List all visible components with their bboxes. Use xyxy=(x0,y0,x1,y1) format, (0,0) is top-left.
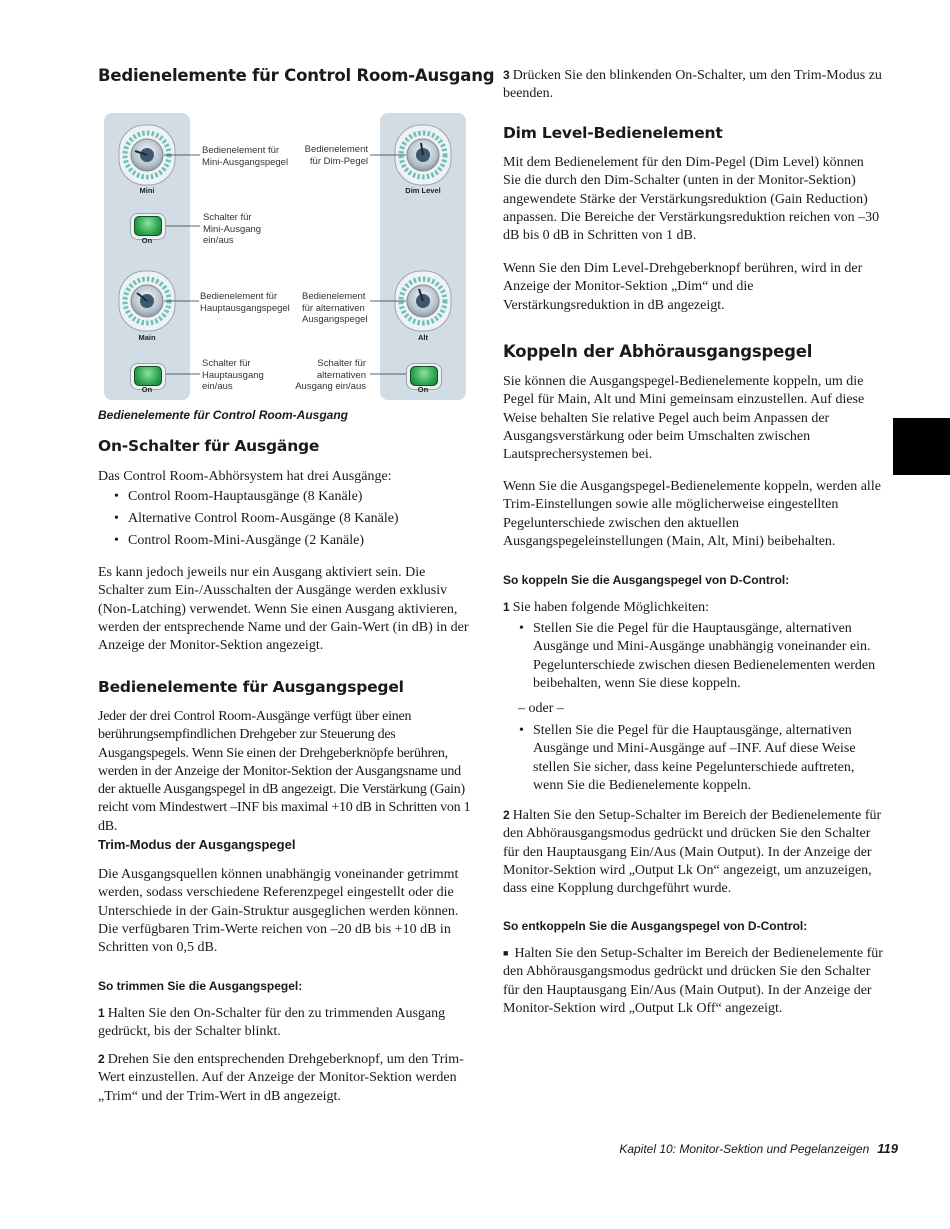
page-footer xyxy=(619,1141,898,1156)
p-trim: Die Ausgangsquellen können unabhängig voneinander getrimmt werden, sodass verschiedene Referenzpegel eingestellt oder die Unterschiede in der Gain-Struktur ausgeglichen werden können. Die verfügbaren Trim-Werte reichen von –20 dB bis +10 dB in Schritten von 0,5 dB. xyxy=(98,867,459,956)
koppeln-option-1 xyxy=(503,620,883,693)
alt-on-switch[interactable] xyxy=(410,366,438,386)
p-pegel: Jeder der drei Control Room-Ausgänge verfügt über einen berührungsempfindlichen Drehgeber zur Steuerung des Ausgangspegels. Wenn Sie einen der Drehgeberknöpfe berühren, werden in der Anzeige der Monitor-Sektion der Ausgangsname und der aktuelle Ausgangspegel in dB angezeigt. Die Verstärkung (Gain) reicht vom Mindestwert –INF bis maximal +10 dB in Schritten von 1 dB. xyxy=(98,709,471,834)
heading-ausgangspegel: Bedienelemente für Ausgangspegel xyxy=(98,678,404,696)
main-on-switch[interactable] xyxy=(134,366,162,386)
chapter-thumb-tab xyxy=(893,418,950,475)
step-text: Halten Sie den Setup-Schalter im Bereich der Bedienelemente für den Abhörausgangsmodus gedrückt und drücken Sie den Schalter für den Hauptausgang Ein/Aus (Main Output). In der Anzeige der Monitor-Sektion wird „Output Lk Off“ angezeigt. xyxy=(503,946,883,1016)
callout-mini-switch: Schalter für Mini-Ausgang ein/aus xyxy=(203,212,262,246)
p-koppeln-1: Sie können die Ausgangspegel-Bedienelemente koppeln, um die Pegel für Main, Alt und Mini gemeinsam einzustellen. Auf diese Weise behalten Sie relative Pegel auch beim Anpassen der Ausgangsverstärkung oder beim Umschalten zwischen Lautsprechersystemen bei. xyxy=(503,374,865,463)
list-item: • Control Room-Mini-Ausgänge (2 Kanäle) xyxy=(98,530,474,552)
list-item: • Control Room-Hauptausgänge (8 Kanäle) xyxy=(98,486,474,508)
main-switch-label: On xyxy=(141,385,153,394)
heading-trim-modus: Trim-Modus der Ausgangspegel xyxy=(98,837,296,852)
list-item: • Alternative Control Room-Ausgänge (8 Kanäle) xyxy=(98,508,474,530)
list-item: • Stellen Sie die Pegel für die Hauptausgänge, alternativen Ausgänge und Mini-Ausgänge auf –INF. Auf diese Weise stellen Sie sicher, dass keine Pegelunterschiede auftreten, wenn Sie die Bedienelemente koppeln. xyxy=(503,722,883,795)
step-number: 1 xyxy=(503,600,510,614)
dim-knob-label: Dim Level xyxy=(405,186,441,195)
heading-so-koppeln: So koppeln Sie die Ausgangspegel von D-Control: xyxy=(503,573,790,587)
step-number: 2 xyxy=(503,808,510,822)
step-text: Halten Sie den On-Schalter für den zu trimmenden Ausgang gedrückt, bis der Schalter blinkt. xyxy=(98,1006,446,1040)
mini-knob-label: Mini xyxy=(139,186,155,195)
heading-koppeln: Koppeln der Abhörausgangspegel xyxy=(503,342,813,361)
p-koppeln-2: Wenn Sie die Ausgangspegel-Bedienelemente koppeln, werden alle Trim-Einstellungen sowie alle möglicherweise eingestellten Pegelunterschiede zwischen den aktuellen Ausgangspegeleinstellungen (Main, Alt, Mini) beibehalten. xyxy=(503,479,881,549)
p-dim-2: Wenn Sie den Dim Level-Drehgeberknopf berühren, wird in der Anzeige der Monitor-Sektion „Dim“ und die Verstärkungsreduktion in dB angezeigt. xyxy=(503,261,863,313)
step-2 xyxy=(98,1050,474,1106)
control-room-figure xyxy=(104,113,466,401)
step-number: 3 xyxy=(503,68,510,82)
step-number: 2 xyxy=(98,1052,105,1066)
p-intro: Das Control Room-Abhörsystem hat drei Ausgänge: xyxy=(98,469,392,484)
step-text: Drücken Sie den blinkenden On-Schalter, um den Trim-Modus zu beenden. xyxy=(503,68,882,102)
square-bullet-icon: ■ xyxy=(503,948,509,958)
list-item: • Stellen Sie die Pegel für die Hauptausgänge, alternativen Ausgänge und Mini-Ausgänge unabhängig voneinander ein. Pegelunterschiede zwischen diesen Bedienelementen werden beibehalten, wenn Sie diese koppeln. xyxy=(503,620,883,693)
mini-on-switch[interactable] xyxy=(134,216,162,236)
callout-alt-switch: Schalter für alternativen Ausgang ein/aus xyxy=(295,358,366,392)
page-number: 119 xyxy=(877,1141,898,1156)
k-step-1 xyxy=(503,598,883,617)
callout-mini-level: Bedienelement für Mini-Ausgangspegel xyxy=(202,145,289,168)
section-heading-control-room: Bedienelemente für Control Room-Ausgang xyxy=(98,66,495,85)
step-number: 1 xyxy=(98,1006,105,1020)
step-text: Sie haben folgende Möglichkeiten: xyxy=(512,600,710,615)
heading-entkoppeln: So entkoppeln Sie die Ausgangspegel von D-Control: xyxy=(503,919,808,933)
step-1 xyxy=(98,1004,474,1042)
mini-switch-label: On xyxy=(141,236,153,245)
step-3 xyxy=(503,66,883,104)
heading-dim-level: Dim Level-Bedienelement xyxy=(503,124,723,142)
callout-dim-level: Bedienelement für Dim-Pegel xyxy=(304,144,368,167)
figure-caption: Bedienelemente für Control Room-Ausgang xyxy=(98,408,349,422)
p-active: Es kann jedoch jeweils nur ein Ausgang aktiviert sein. Die Schalter zum Ein-/Ausschalten der Ausgänge werden exklusiv (Non-Latching) verwendet. Wenn Sie einen Ausgang aktivieren, werden der entsprechende Name und der Gain-Wert (in dB) in der Anzeige der Monitor-Sektion angezeigt. xyxy=(98,565,469,654)
step-text: Halten Sie den Setup-Schalter im Bereich der Bedienelemente für den Abhörausgangsmodus gedrückt und drücken Sie den Schalter für den Hauptausgang Ein/Aus (Main Output). In der Anzeige der Monitor-Sektion wird „Output Lk On“ angezeigt, um anzuzeigen, dass eine Kopplung durchgeführt wurde. xyxy=(503,808,882,897)
alt-switch-label: On xyxy=(417,385,429,394)
callout-main-switch: Schalter für Hauptausgang ein/aus xyxy=(202,358,264,392)
alt-knob-label: Alt xyxy=(418,333,428,342)
heading-on-schalter: On-Schalter für Ausgänge xyxy=(98,437,320,455)
k-step-2 xyxy=(503,806,883,898)
oder-separator: – oder – xyxy=(518,701,564,716)
p-dim-1: Mit dem Bedienelement für den Dim-Pegel (Dim Level) können Sie die durch den Dim-Schalter (unten in der Monitor-Sektion) angewendete Stärke der Verstärkungsreduktion (Gain Reduction) anpassen. Die Bereiche der Verstärkungsreduktion reichen von –30 dB bis 0 dB in Schritten von 1 dB. xyxy=(503,155,880,244)
callout-alt-level: Bedienelement für alternativen Ausgangspegel xyxy=(302,291,368,325)
entkoppeln-step xyxy=(503,944,883,1018)
heading-trimmen: So trimmen Sie die Ausgangspegel: xyxy=(98,979,303,993)
main-knob-label: Main xyxy=(138,333,156,342)
callout-main-level: Bedienelement für Hauptausgangspegel xyxy=(200,291,290,314)
footer-chapter: Kapitel 10: Monitor-Sektion und Pegelanzeigen xyxy=(619,1142,870,1156)
step-text: Drehen Sie den entsprechenden Drehgeberknopf, um den Trim-Wert einzustellen. Auf der Anzeige der Monitor-Sektion werden „Trim“ und der Trim-Wert in dB angezeigt. xyxy=(98,1052,464,1104)
koppeln-option-2 xyxy=(503,722,883,795)
output-bullet-list xyxy=(98,486,474,552)
